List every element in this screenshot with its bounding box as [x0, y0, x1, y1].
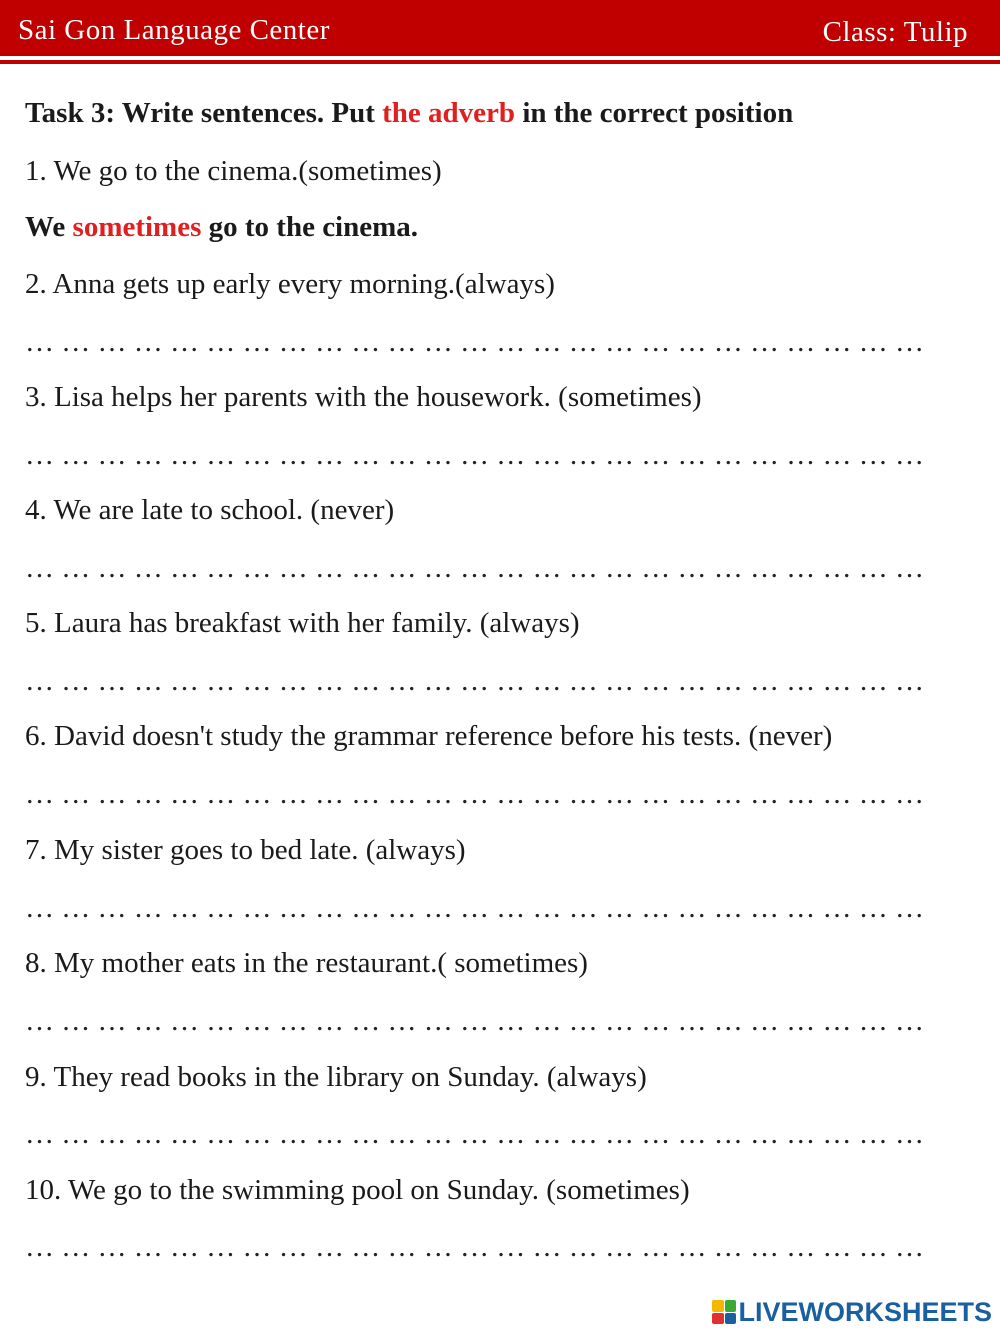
example-question: 1. We go to the cinema.(sometimes)	[25, 155, 442, 187]
answer-field-4[interactable]: … … … … … … … … … … … … … … … … … … … … … … … … …	[25, 552, 924, 584]
example-answer-start: We	[25, 211, 73, 243]
header-divider	[0, 60, 1000, 64]
liveworksheets-watermark	[712, 1298, 992, 1326]
answer-field-7[interactable]: … … … … … … … … … … … … … … … … … … … … … … … … …	[25, 892, 924, 924]
example-answer	[25, 213, 418, 242]
task-instruction	[25, 99, 793, 128]
answer-field-6[interactable]: … … … … … … … … … … … … … … … … … … … … … … … … …	[25, 778, 924, 810]
task-prefix: Task 3: Write sentences. Put	[25, 97, 383, 129]
task-highlight: the adverb	[382, 97, 516, 129]
answer-field-8[interactable]: … … … … … … … … … … … … … … … … … … … … … … … … …	[25, 1005, 924, 1037]
question-8: 8. My mother eats in the restaurant.( sometimes)	[25, 947, 588, 979]
answer-field-9[interactable]: … … … … … … … … … … … … … … … … … … … … … … … … …	[25, 1118, 924, 1150]
question-10: 10. We go to the swimming pool on Sunday. (sometimes)	[25, 1174, 690, 1206]
answer-field-3[interactable]: … … … … … … … … … … … … … … … … … … … … … … … … …	[25, 439, 924, 471]
answer-field-2[interactable]: … … … … … … … … … … … … … … … … … … … … … … … … …	[25, 326, 924, 358]
question-2: 2. Anna gets up early every morning.(always)	[25, 268, 555, 300]
example-answer-highlight: sometimes	[72, 211, 202, 243]
center-name: Sai Gon Language Center	[18, 14, 330, 46]
watermark-text: LIVEWORKSHEETS	[738, 1296, 992, 1327]
page-header	[0, 0, 1000, 56]
answer-field-5[interactable]: … … … … … … … … … … … … … … … … … … … … … … … … …	[25, 665, 924, 697]
question-7: 7. My sister goes to bed late. (always)	[25, 834, 466, 866]
question-5: 5. Laura has breakfast with her family. (always)	[25, 607, 580, 639]
class-label: Class: Tulip	[822, 16, 968, 48]
question-4: 4. We are late to school. (never)	[25, 494, 395, 526]
question-9: 9. They read books in the library on Sunday. (always)	[25, 1061, 647, 1093]
question-3: 3. Lisa helps her parents with the housework. (sometimes)	[25, 381, 702, 413]
answer-field-10[interactable]: … … … … … … … … … … … … … … … … … … … … … … … … …	[25, 1231, 924, 1263]
question-6: 6. David doesn't study the grammar reference before his tests. (never)	[25, 720, 833, 752]
liveworksheets-logo-icon	[712, 1300, 736, 1324]
example-answer-end: go to the cinema.	[201, 211, 419, 243]
task-suffix: in the correct position	[515, 97, 794, 129]
